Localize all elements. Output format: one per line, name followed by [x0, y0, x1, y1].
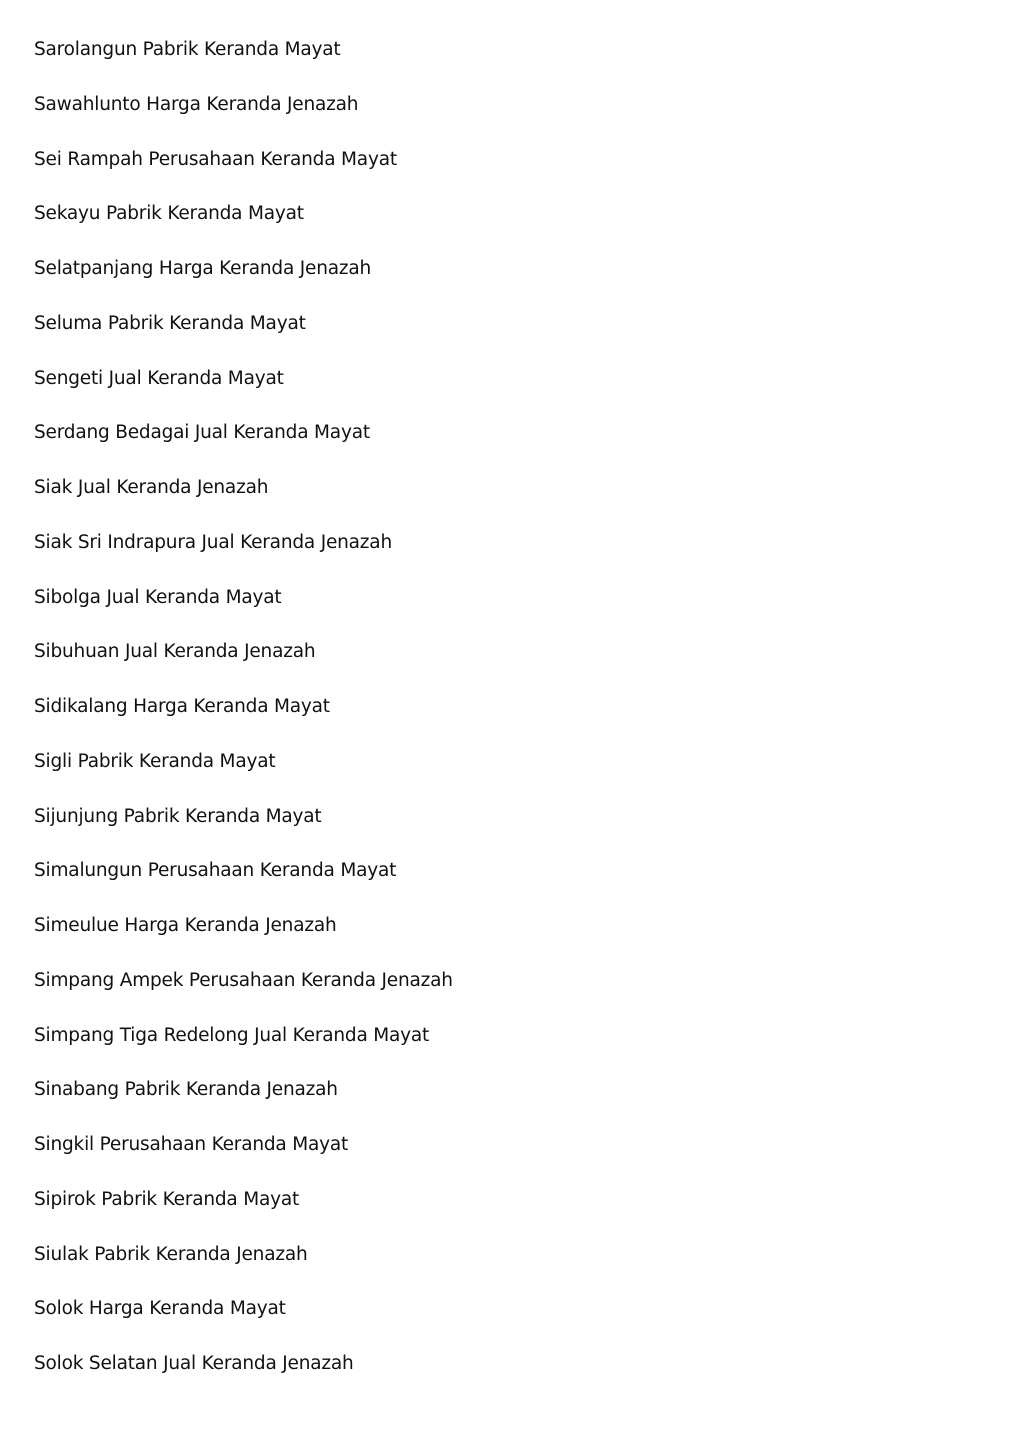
- text-line: Selatpanjang Harga Keranda Jenazah: [34, 258, 372, 279]
- text-line: Sengeti Jual Keranda Mayat: [34, 367, 284, 389]
- text-line: Sawahlunto Harga Keranda Jenazah: [34, 93, 359, 115]
- text-line: Sibuhuan Jual Keranda Jenazah: [34, 641, 316, 663]
- text-line: Simpang Ampek Perusahaan Keranda Jenazah: [34, 969, 453, 991]
- text-line: Sijunjung Pabrik Keranda Mayat: [34, 805, 322, 827]
- text-line: Sigli Pabrik Keranda Mayat: [34, 750, 276, 772]
- text-line: Sei Rampah Perusahaan Keranda Mayat: [34, 148, 397, 170]
- text-line: Singkil Perusahaan Keranda Mayat: [34, 1134, 349, 1155]
- text-line: Seluma Pabrik Keranda Mayat: [34, 312, 306, 334]
- text-line: Sinabang Pabrik Keranda Jenazah: [34, 1079, 338, 1101]
- text-line: Simalungun Perusahaan Keranda Mayat: [34, 860, 397, 882]
- text-line: Sarolangun Pabrik Keranda Mayat: [34, 39, 341, 60]
- text-line: Sibolga Jual Keranda Mayat: [34, 586, 282, 608]
- text-line: Solok Harga Keranda Mayat: [34, 1298, 286, 1320]
- text-line: Simeulue Harga Keranda Jenazah: [34, 915, 337, 936]
- text-line: Sipirok Pabrik Keranda Mayat: [34, 1188, 300, 1210]
- text-line: Serdang Bedagai Jual Keranda Mayat: [34, 422, 370, 444]
- document-body: [34, 36, 994, 1405]
- text-line: Siak Jual Keranda Jenazah: [34, 477, 269, 498]
- text-line: Solok Selatan Jual Keranda Jenazah: [34, 1353, 354, 1374]
- text-line: Simpang Tiga Redelong Jual Keranda Mayat: [34, 1024, 430, 1046]
- text-line: Sidikalang Harga Keranda Mayat: [34, 696, 330, 717]
- text-line: Siulak Pabrik Keranda Jenazah: [34, 1243, 308, 1265]
- text-line: Sekayu Pabrik Keranda Mayat: [34, 203, 304, 225]
- text-line: Siak Sri Indrapura Jual Keranda Jenazah: [34, 531, 392, 553]
